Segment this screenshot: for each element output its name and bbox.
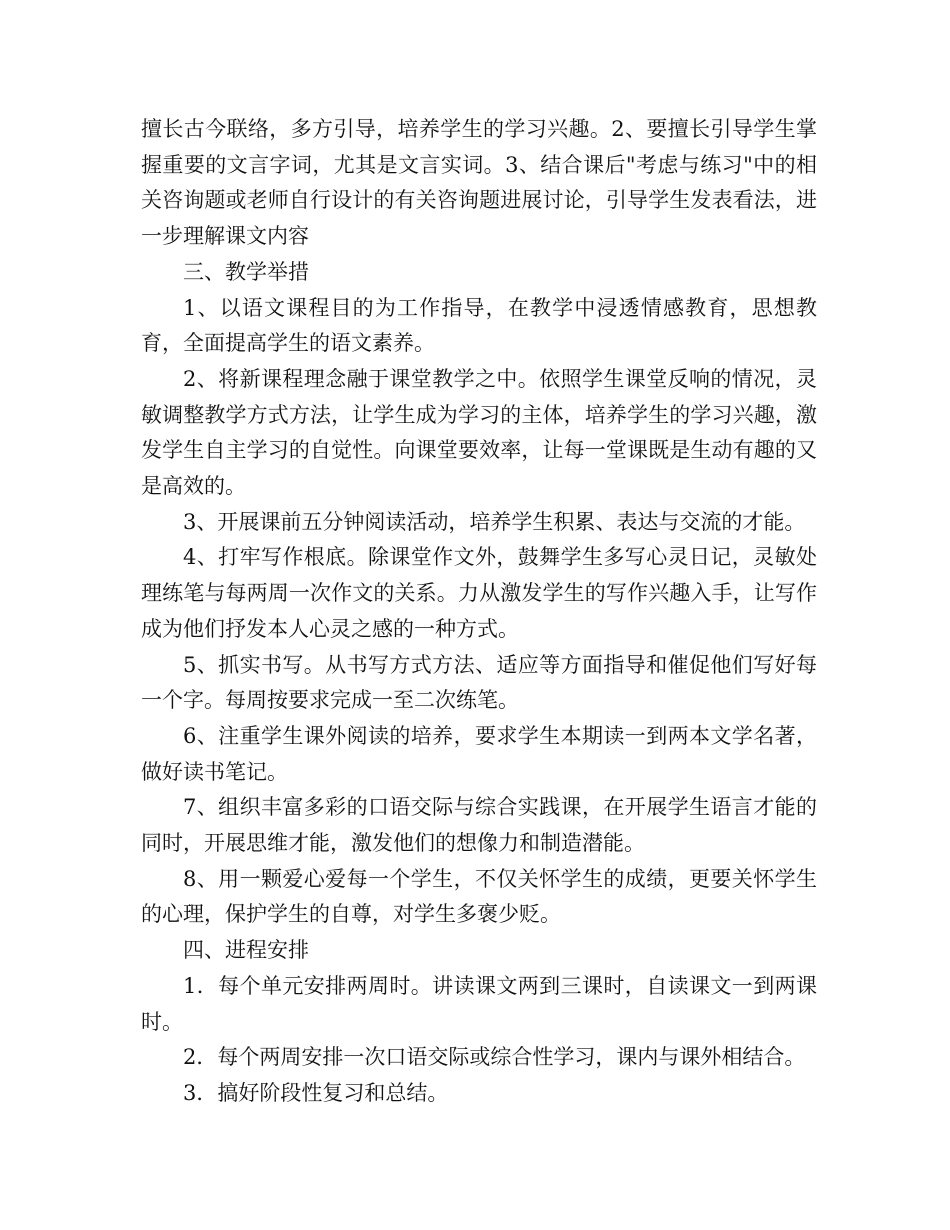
section-heading-teaching-measures: 三、教学举措 (183, 259, 309, 284)
measure-item-2: 2、将新课程理念融于课堂教学之中。依照学生课堂反响的情况，灵敏调整教学方式方法，让学生成为学习的主体，培养学生的学习兴趣，激发学生自主学习的自觉性。向课堂要效率，让每一堂课既是生动有趣的又是高效的。 (141, 366, 817, 499)
schedule-item-2: 2．每个两周安排一次口语交际或综合性学习，课内与课外相结合。 (183, 1045, 806, 1070)
measure-item-6: 6、注重学生课外阅读的培养，要求学生本期读一到两本文学名著，做好读书笔记。 (141, 723, 817, 784)
section-heading-schedule: 四、进程安排 (183, 938, 309, 963)
paragraph-continued-methods: 擅长古今联络，多方引导，培养学生的学习兴趣。2、要擅长引导学生掌握重要的文言字词，尤其是文言实词。3、结合课后"考虑与练习"中的相关咨询题或老师自行设计的有关咨询题进展讨论，引导学生发表看法，进一步理解课文内容 (141, 117, 817, 249)
document-body (141, 112, 817, 1112)
measure-item-1: 1、以语文课程目的为工作指导，在教学中浸透情感教育，思想教育，全面提高学生的语文素养。 (141, 295, 817, 356)
measure-item-5: 5、抓实书写。从书写方式方法、适应等方面指导和催促他们写好每一个字。每周按要求完成一至二次练笔。 (141, 652, 817, 713)
measure-item-8: 8、用一颗爱心爱每一个学生，不仅关怀学生的成绩，更要关怀学生的心理，保护学生的自尊，对学生多褒少贬。 (141, 866, 817, 927)
measure-item-3: 3、开展课前五分钟阅读活动，培养学生积累、表达与交流的才能。 (183, 509, 806, 534)
measure-item-4: 4、打牢写作根底。除课堂作文外，鼓舞学生多写心灵日记，灵敏处理练笔与每两周一次作文的关系。力从激发学生的写作兴趣入手，让写作成为他们抒发本人心灵之感的一种方式。 (141, 545, 817, 641)
schedule-item-1: 1．每个单元安排两周时。讲读课文两到三课时，自读课文一到两课时。 (141, 973, 817, 1034)
schedule-item-3: 3．搞好阶段性复习和总结。 (183, 1080, 449, 1105)
measure-item-7: 7、组织丰富多彩的口语交际与综合实践课，在开展学生语言才能的同时，开展思维才能，激发他们的想像力和制造潜能。 (141, 795, 817, 856)
